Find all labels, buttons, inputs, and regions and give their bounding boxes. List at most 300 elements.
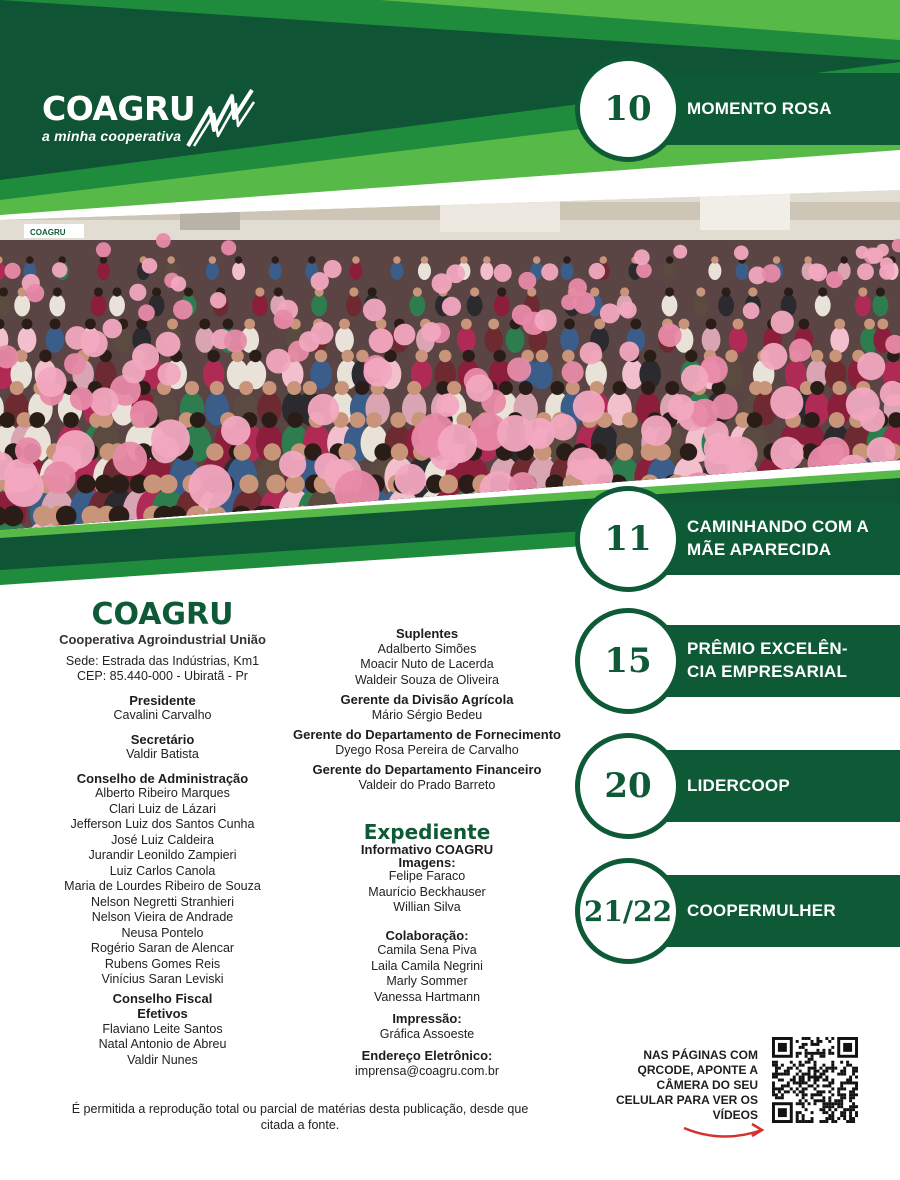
crowd-head bbox=[758, 381, 772, 395]
qr-module bbox=[802, 1117, 805, 1120]
crowd-head bbox=[10, 381, 24, 395]
qr-module bbox=[849, 1114, 852, 1117]
crowd-head bbox=[341, 350, 353, 362]
pink-balloon bbox=[507, 357, 531, 381]
crowd-head bbox=[488, 319, 499, 330]
crowd-head bbox=[50, 319, 61, 330]
qr-module bbox=[855, 1087, 858, 1090]
crowd-head bbox=[493, 350, 505, 362]
pink-balloon bbox=[734, 245, 749, 260]
qr-module bbox=[831, 1120, 834, 1123]
toc-item-coopermulher[interactable] bbox=[575, 858, 900, 964]
logo-brand: COAGRU bbox=[42, 89, 196, 128]
crowd-head bbox=[352, 256, 360, 264]
qr-module bbox=[840, 1114, 843, 1117]
crowd-head bbox=[274, 287, 283, 296]
collaborator: Marly Sommer bbox=[386, 974, 468, 988]
qr-module bbox=[843, 1081, 846, 1084]
pink-balloon bbox=[550, 414, 577, 441]
toc-page-number: 21/22 bbox=[575, 858, 681, 964]
crowd-head bbox=[858, 287, 867, 296]
crowd-head bbox=[22, 319, 33, 330]
qr-module bbox=[775, 1076, 778, 1079]
qr-module bbox=[802, 1096, 805, 1099]
board-member: Vinícius Saran Leviski bbox=[101, 972, 224, 986]
qr-module bbox=[805, 1081, 808, 1084]
board-member: Luiz Carlos Canola bbox=[109, 863, 216, 878]
toc-page-number: 11 bbox=[575, 486, 681, 592]
finance-manager-label: Gerente do Departamento Financeiro bbox=[312, 762, 542, 777]
crowd-person bbox=[346, 294, 362, 316]
qr-module bbox=[831, 1037, 834, 1040]
qr-module bbox=[816, 1040, 819, 1043]
qr-module bbox=[831, 1067, 834, 1070]
crowd-head bbox=[207, 350, 219, 362]
qr-module bbox=[846, 1120, 849, 1123]
pink-balloon bbox=[562, 361, 584, 383]
pink-balloon bbox=[641, 415, 672, 446]
qr-module bbox=[837, 1090, 840, 1093]
crowd-head bbox=[653, 443, 670, 460]
qr-module bbox=[831, 1102, 834, 1105]
crowd-person bbox=[390, 262, 403, 280]
crowd-head bbox=[421, 256, 429, 264]
qr-module bbox=[796, 1067, 799, 1070]
qr-module bbox=[852, 1081, 855, 1084]
pink-balloon bbox=[690, 399, 718, 427]
qr-module bbox=[837, 1093, 840, 1096]
qr-module bbox=[855, 1093, 858, 1096]
crowd-head bbox=[630, 319, 641, 330]
qr-module bbox=[772, 1076, 775, 1079]
qr-module bbox=[819, 1120, 822, 1123]
qr-module bbox=[822, 1090, 825, 1093]
crowd-head bbox=[390, 412, 406, 428]
qr-module bbox=[849, 1096, 852, 1099]
crowd-head bbox=[287, 381, 301, 395]
toc-title: COOPERMULHER bbox=[687, 900, 836, 920]
qr-module bbox=[855, 1105, 858, 1108]
qr-module bbox=[831, 1081, 834, 1084]
qr-module bbox=[814, 1081, 817, 1084]
crowd-head bbox=[209, 256, 217, 264]
images-label: Imagens: bbox=[398, 855, 456, 870]
crowd-head bbox=[308, 256, 316, 264]
crowd-head bbox=[262, 381, 276, 395]
qr-module bbox=[808, 1070, 811, 1073]
qr-module bbox=[819, 1090, 822, 1093]
qr-module bbox=[816, 1070, 819, 1073]
pink-balloon bbox=[138, 304, 155, 321]
pink-balloon bbox=[442, 297, 461, 316]
qr-module bbox=[814, 1064, 817, 1067]
board-member: Rubens Gomes Reis bbox=[104, 956, 221, 971]
crowd-head bbox=[112, 287, 121, 296]
qr-module bbox=[799, 1111, 802, 1114]
qr-module bbox=[852, 1120, 855, 1123]
qr-module bbox=[852, 1070, 855, 1073]
crowd-head bbox=[811, 350, 823, 362]
pink-balloon bbox=[210, 292, 226, 308]
org-full-name: Cooperativa Agroindustrial União bbox=[59, 632, 266, 647]
crowd-head bbox=[620, 287, 629, 296]
qr-module bbox=[811, 1084, 814, 1087]
qr-module bbox=[796, 1055, 799, 1058]
qr-module bbox=[837, 1102, 840, 1105]
qr-code-icon[interactable] bbox=[772, 1037, 858, 1123]
qr-module bbox=[816, 1052, 819, 1055]
qr-module bbox=[808, 1102, 811, 1105]
crowd-person bbox=[109, 294, 125, 316]
qr-module bbox=[802, 1073, 805, 1076]
qr-module bbox=[846, 1079, 849, 1082]
crowd-head bbox=[840, 256, 848, 264]
crowd-head bbox=[564, 319, 575, 330]
qr-module bbox=[793, 1064, 796, 1067]
qr-module bbox=[816, 1076, 819, 1079]
email-label: Endereço Eletrônico: bbox=[361, 1048, 493, 1063]
pink-balloon bbox=[438, 424, 477, 463]
qr-module bbox=[802, 1120, 805, 1123]
qr-module bbox=[772, 1084, 775, 1087]
crowd-person bbox=[349, 262, 362, 280]
alternate-member: Adalberto Simões bbox=[377, 641, 477, 656]
crowd-head bbox=[804, 256, 812, 264]
board-member: José Luiz Caldeira bbox=[111, 832, 214, 847]
qr-module bbox=[816, 1093, 819, 1096]
pink-balloon bbox=[130, 400, 158, 428]
pink-balloon bbox=[867, 437, 896, 466]
qr-module bbox=[814, 1079, 817, 1082]
crowd-head bbox=[563, 256, 571, 264]
crowd-head bbox=[349, 287, 358, 296]
pink-balloon bbox=[770, 386, 803, 419]
crowd-person bbox=[494, 294, 510, 316]
crowd-head bbox=[190, 412, 206, 428]
qr-module bbox=[805, 1108, 808, 1111]
pink-balloon bbox=[580, 342, 602, 364]
qr-module bbox=[778, 1067, 781, 1070]
qr-module bbox=[816, 1084, 819, 1087]
crowd-head bbox=[798, 319, 809, 330]
qr-module bbox=[855, 1076, 858, 1079]
qr-module bbox=[775, 1096, 778, 1099]
qr-module bbox=[802, 1046, 805, 1049]
qr-module bbox=[831, 1105, 834, 1108]
qr-module bbox=[811, 1120, 814, 1123]
publication-name: Informativo COAGRU bbox=[360, 842, 494, 857]
qr-module bbox=[781, 1064, 784, 1067]
qr-module bbox=[825, 1079, 828, 1082]
qr-module bbox=[814, 1087, 817, 1090]
qr-module bbox=[796, 1073, 799, 1076]
crowd-head bbox=[185, 381, 199, 395]
supply-manager-name: Dyego Rosa Pereira de Carvalho bbox=[335, 742, 519, 757]
crowd-head bbox=[519, 381, 533, 395]
crowd-head bbox=[462, 350, 474, 362]
qr-module bbox=[781, 1079, 784, 1082]
qr-module bbox=[837, 1099, 840, 1102]
qr-module bbox=[805, 1087, 808, 1090]
crowd-person bbox=[708, 262, 721, 280]
crowd-head bbox=[562, 350, 574, 362]
secretary-label: Secretário bbox=[130, 731, 195, 747]
pink-balloon bbox=[221, 416, 251, 446]
qr-module bbox=[849, 1081, 852, 1084]
crowd-head bbox=[832, 381, 846, 395]
crowd-head bbox=[335, 381, 349, 395]
qr-module bbox=[808, 1067, 811, 1070]
qr-module bbox=[819, 1067, 822, 1070]
qr-module bbox=[822, 1064, 825, 1067]
org-info-column bbox=[40, 597, 285, 1068]
qr-module bbox=[802, 1090, 805, 1093]
qr-module bbox=[814, 1073, 817, 1076]
qr-module bbox=[825, 1084, 828, 1087]
crowd-head bbox=[834, 319, 845, 330]
qr-module bbox=[855, 1070, 858, 1073]
qr-module bbox=[843, 1111, 846, 1114]
qr-module bbox=[828, 1081, 831, 1084]
crowd-head bbox=[748, 287, 757, 296]
printer-name: Gráfica Assoeste bbox=[379, 1026, 475, 1041]
pink-balloon bbox=[81, 330, 108, 357]
qr-module bbox=[781, 1093, 784, 1096]
crowd-head bbox=[447, 381, 461, 395]
qr-module bbox=[796, 1081, 799, 1084]
supply-manager-label: Gerente do Departamento de Fornecimento bbox=[293, 727, 561, 742]
toc-item-premio[interactable] bbox=[575, 608, 900, 714]
qr-module bbox=[849, 1090, 852, 1093]
pink-balloon bbox=[494, 264, 512, 282]
toc-item-lidercoop[interactable] bbox=[575, 733, 900, 839]
crowd-head bbox=[665, 381, 679, 395]
crowd-head bbox=[461, 319, 472, 330]
qr-module bbox=[775, 1087, 778, 1090]
pink-balloon bbox=[619, 301, 636, 318]
qr-module bbox=[814, 1076, 817, 1079]
crowd-person bbox=[418, 262, 431, 280]
qr-module bbox=[849, 1111, 852, 1114]
qr-module bbox=[831, 1061, 834, 1064]
qr-module bbox=[805, 1099, 808, 1102]
qr-finder bbox=[778, 1108, 787, 1117]
crowd-person bbox=[97, 262, 110, 280]
crowd-head bbox=[167, 256, 175, 264]
crowd-person bbox=[560, 327, 579, 353]
qr-module bbox=[808, 1079, 811, 1082]
pink-balloon bbox=[4, 263, 20, 279]
pink-balloon bbox=[311, 322, 334, 345]
qr-module bbox=[793, 1081, 796, 1084]
qr-module bbox=[825, 1076, 828, 1079]
crowd-head bbox=[374, 443, 391, 460]
qr-module bbox=[796, 1114, 799, 1117]
crowd-head bbox=[366, 412, 382, 428]
qr-module bbox=[811, 1111, 814, 1114]
qr-module bbox=[784, 1090, 787, 1093]
board-member: Alberto Ribeiro Marques bbox=[95, 786, 230, 800]
pink-balloon bbox=[323, 260, 341, 278]
crowd-head bbox=[685, 350, 697, 362]
qr-module bbox=[843, 1070, 846, 1073]
board-member: Clari Luiz de Lázari bbox=[109, 801, 216, 816]
qr-module bbox=[852, 1087, 855, 1090]
toc-item-caminhando[interactable] bbox=[575, 486, 900, 592]
qr-module bbox=[822, 1105, 825, 1108]
qr-module bbox=[775, 1061, 778, 1064]
pink-balloon bbox=[668, 394, 694, 420]
qr-module bbox=[822, 1070, 825, 1073]
qr-module bbox=[834, 1120, 837, 1123]
qr-module bbox=[811, 1055, 814, 1058]
qr-module bbox=[843, 1096, 846, 1099]
crowd-head bbox=[264, 443, 281, 460]
contact-email[interactable]: imprensa@coagru.com.br bbox=[355, 1063, 499, 1078]
qr-module bbox=[825, 1037, 828, 1040]
qr-module bbox=[787, 1067, 790, 1070]
toc-page-number: 15 bbox=[575, 608, 681, 714]
org-address-line-1: Sede: Estrada das Indústrias, Km1 bbox=[65, 653, 260, 668]
crowd-head bbox=[644, 350, 656, 362]
qr-module bbox=[805, 1093, 808, 1096]
qr-module bbox=[843, 1093, 846, 1096]
qr-module bbox=[784, 1073, 787, 1076]
qr-module bbox=[787, 1084, 790, 1087]
qr-module bbox=[840, 1084, 843, 1087]
pink-balloon bbox=[363, 298, 386, 321]
crowd-head bbox=[784, 287, 793, 296]
qr-module bbox=[805, 1073, 808, 1076]
crowd-head bbox=[244, 319, 255, 330]
pink-balloon bbox=[743, 302, 760, 319]
board-member: Jurandir Leonildo Zampieri bbox=[88, 848, 237, 862]
qr-module bbox=[840, 1096, 843, 1099]
crowd-head bbox=[315, 350, 327, 362]
qr-module bbox=[796, 1111, 799, 1114]
pink-balloon bbox=[15, 437, 42, 464]
qr-module bbox=[828, 1067, 831, 1070]
pink-balloon bbox=[573, 292, 595, 314]
crowd-head bbox=[666, 256, 674, 264]
qr-module bbox=[849, 1120, 852, 1123]
qr-module bbox=[843, 1087, 846, 1090]
board-list bbox=[40, 786, 285, 988]
qr-module bbox=[772, 1093, 775, 1096]
qr-module bbox=[846, 1064, 849, 1067]
qr-module bbox=[831, 1070, 834, 1073]
qr-module bbox=[805, 1043, 808, 1046]
crowd-person bbox=[506, 327, 525, 353]
crowd-head bbox=[85, 319, 96, 330]
qr-module bbox=[822, 1055, 825, 1058]
coagru-logo bbox=[42, 89, 196, 144]
qr-module bbox=[855, 1081, 858, 1084]
collab-label: Colaboração: bbox=[385, 927, 469, 943]
qr-module bbox=[805, 1120, 808, 1123]
qr-module bbox=[825, 1105, 828, 1108]
qr-module bbox=[772, 1081, 775, 1084]
qr-module bbox=[822, 1073, 825, 1076]
qr-module bbox=[781, 1087, 784, 1090]
alternates-label: Suplentes bbox=[395, 626, 459, 641]
pink-balloon bbox=[673, 245, 687, 259]
crowd-head bbox=[287, 412, 303, 428]
crowd-person bbox=[457, 327, 476, 353]
qr-module bbox=[808, 1084, 811, 1087]
qr-module bbox=[790, 1079, 793, 1082]
qr-module bbox=[819, 1099, 822, 1102]
toc-item-momento-rosa[interactable] bbox=[575, 56, 900, 162]
qr-module bbox=[816, 1037, 819, 1040]
qr-module bbox=[840, 1070, 843, 1073]
crowd-person bbox=[46, 327, 65, 353]
qr-module bbox=[822, 1079, 825, 1082]
crowd-head bbox=[94, 287, 103, 296]
qr-module bbox=[778, 1073, 781, 1076]
qr-module bbox=[834, 1102, 837, 1105]
toc-page-number: 20 bbox=[575, 733, 681, 839]
pink-balloon bbox=[308, 394, 339, 425]
pink-balloon bbox=[658, 323, 682, 347]
logo-mark-icon bbox=[184, 88, 256, 152]
qr-module bbox=[825, 1067, 828, 1070]
crowd-head bbox=[368, 287, 377, 296]
qr-module bbox=[840, 1111, 843, 1114]
qr-module bbox=[799, 1099, 802, 1102]
crowd-head bbox=[733, 319, 744, 330]
pink-balloon bbox=[173, 300, 193, 320]
crowd-person bbox=[561, 262, 574, 280]
pink-balloon bbox=[867, 248, 883, 264]
qr-module bbox=[808, 1052, 811, 1055]
qr-module bbox=[799, 1079, 802, 1082]
qr-module bbox=[849, 1108, 852, 1111]
qr-module bbox=[814, 1061, 817, 1064]
pink-balloon bbox=[810, 264, 828, 282]
qr-module bbox=[772, 1073, 775, 1076]
pink-balloon bbox=[103, 319, 123, 339]
qr-module bbox=[840, 1061, 843, 1064]
qr-module bbox=[808, 1120, 811, 1123]
pink-balloon bbox=[90, 387, 118, 415]
qr-module bbox=[828, 1040, 831, 1043]
qr-module bbox=[834, 1099, 837, 1102]
crowd-head bbox=[533, 256, 541, 264]
qr-module bbox=[796, 1087, 799, 1090]
qr-module bbox=[811, 1096, 814, 1099]
qr-module bbox=[822, 1102, 825, 1105]
qr-module bbox=[828, 1099, 831, 1102]
board-label: Conselho de Administração bbox=[76, 770, 249, 786]
qr-module bbox=[781, 1084, 784, 1087]
crowd-head bbox=[725, 350, 737, 362]
qr-module bbox=[811, 1117, 814, 1120]
crowd-head bbox=[616, 443, 633, 460]
qr-module bbox=[775, 1093, 778, 1096]
crowd-head bbox=[711, 256, 719, 264]
qr-module bbox=[852, 1067, 855, 1070]
crowd-head bbox=[303, 381, 317, 395]
crowd-head bbox=[235, 256, 243, 264]
crowd-head bbox=[641, 381, 655, 395]
crowd-head bbox=[167, 319, 178, 330]
crowd-head bbox=[706, 319, 717, 330]
agri-manager-name: Mário Sérgio Bedeu bbox=[371, 707, 483, 722]
finance-manager-name: Valdeir do Prado Barreto bbox=[358, 777, 496, 792]
qr-module bbox=[828, 1108, 831, 1111]
qr-module bbox=[840, 1102, 843, 1105]
